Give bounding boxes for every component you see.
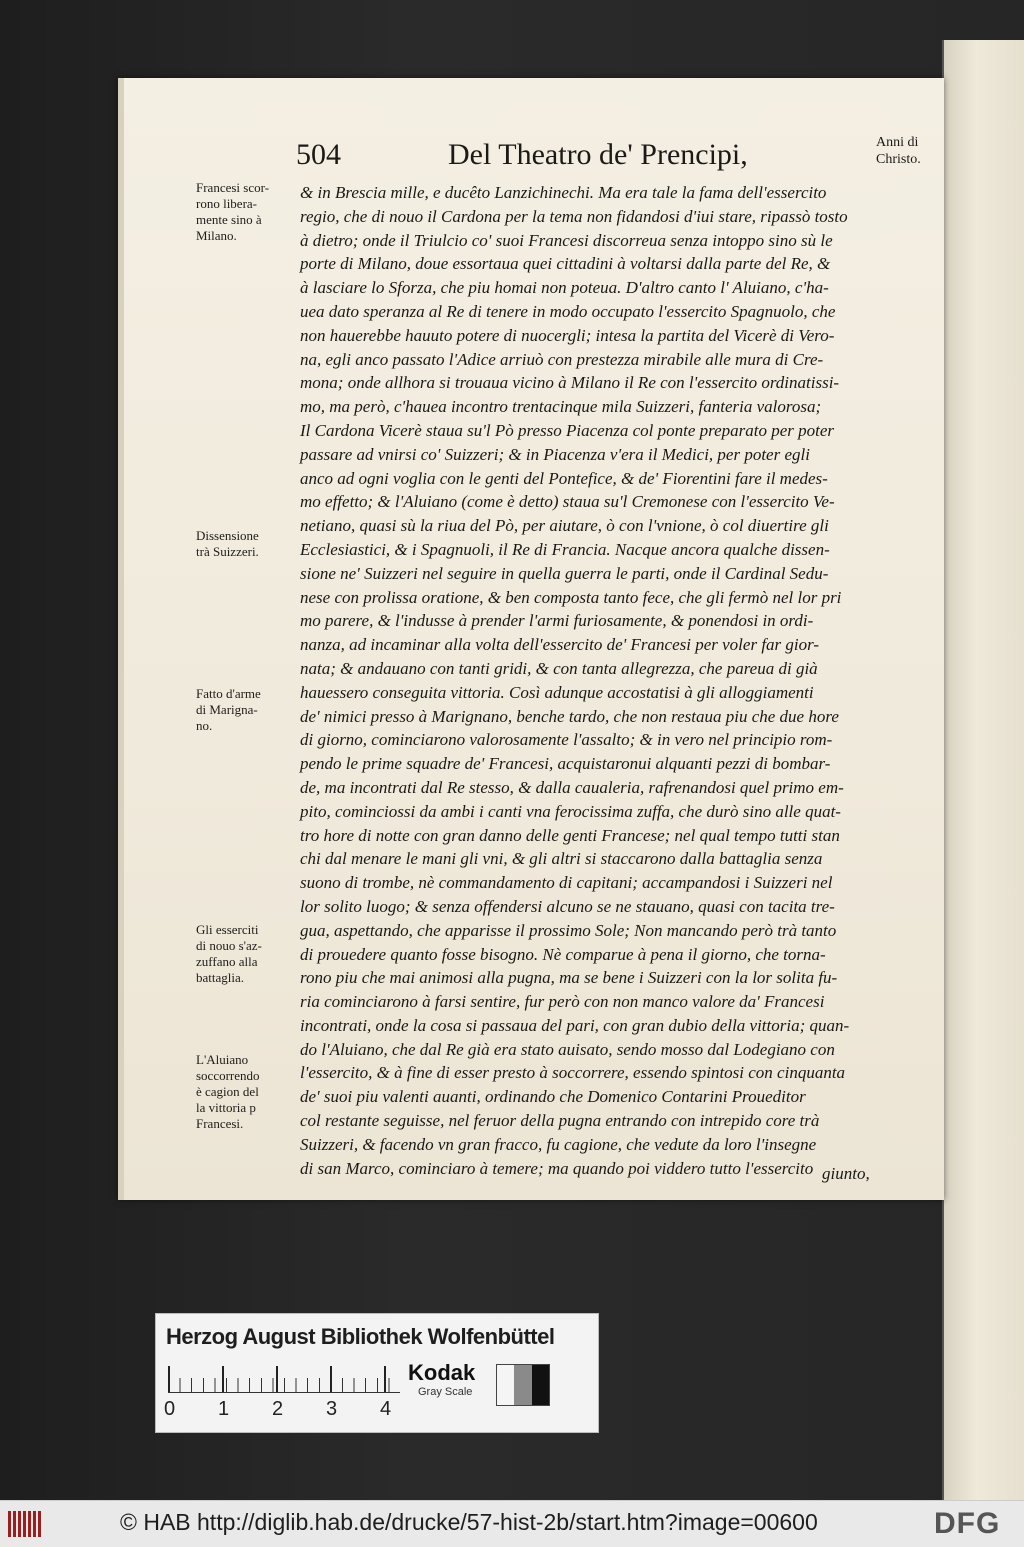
ruler-major-tick — [222, 1366, 224, 1392]
page-number: 504 — [296, 138, 341, 171]
text-line: suono di trombe, nè commandamento di capitani; accampandosi i Suizzeri nel — [300, 873, 833, 893]
running-title: Del Theatro de' Prencipi, — [448, 138, 748, 171]
swatch-black — [532, 1365, 549, 1405]
main-text-block — [300, 181, 908, 1180]
ruler-number: 4 — [380, 1398, 392, 1420]
ruler-number: 2 — [272, 1398, 284, 1420]
text-line: mo, ma però, c'hauea incontro trentacinque mila Suizzeri, fanteria valorosa; — [300, 397, 822, 417]
margin-note-line: Gli esserciti — [196, 922, 259, 937]
text-line: di prouedere quanto fosse bisogno. Nè comparue à pena il giorno, che torna- — [300, 944, 826, 964]
margin-note-line: di nouo s'az- — [196, 938, 262, 953]
text-line: do l'Aluiano, che dal Re già era stato auisato, sendo mosso dal Lodegiano con — [300, 1039, 835, 1059]
text-line: chi dal menare le mani gli vni, & gli altri si staccarono dalla battaglia senza — [300, 849, 823, 869]
text-line: lor solito luogo; & senza offendersi alcuno se ne stauano, quasi con tacita tre- — [300, 896, 835, 916]
margin-note — [196, 528, 296, 560]
ruler-major-tick — [168, 1366, 170, 1392]
margin-note — [196, 686, 296, 734]
text-line: mo parere, & l'indusse à prender l'armi furiosamente, & ponendosi in ordi- — [300, 611, 814, 631]
text-line: na, egli anco passato l'Adice arriuò con prestezza mirabile alle mura di Cre- — [300, 349, 824, 369]
text-line: regio, che di nouo il Cardona per la tema non fidandosi d'iui stare, ripassò tosto — [300, 206, 848, 226]
gray-scale-label: Gray Scale — [418, 1386, 473, 1398]
text-line: de, ma incontrati dal Re stesso, & dalla caualeria, rafrenandosi quel primo em- — [300, 777, 844, 797]
margin-note-line: soccorrendo — [196, 1068, 260, 1083]
text-line: l'essercito, & à fine di esser presto à soccorrere, essendo spintosi con cinquanta — [300, 1063, 846, 1083]
margin-note-line: rono libera- — [196, 196, 258, 211]
dfg-logo: DFG — [934, 1507, 1001, 1540]
margin-note-line: trà Suizzeri. — [196, 544, 259, 559]
text-line: mona; onde allhora si trouaua vicino à Milano il Re con l'essercito ordinatissi- — [300, 373, 840, 393]
text-line: non hauerebbe hauuto potere di nuocergli; intesa la partita del Vicerè di Vero- — [300, 325, 835, 345]
corner-year-label — [876, 134, 921, 168]
margin-note-line: è cagion del — [196, 1084, 259, 1099]
text-line: nese con prolissa oratione, & ben composta tanto fece, che gli fermò nel lor pri — [300, 587, 842, 607]
margin-note-line: di Marigna- — [196, 702, 258, 717]
text-line: hauessero conseguita vittoria. Così adunque accostatisi à gli alloggiamenti — [300, 682, 814, 702]
text-line: di giorno, cominciarono valorosamente l'assalto; & in vero nel principio rom- — [300, 730, 833, 750]
ruler-major-tick — [384, 1366, 386, 1392]
text-line: di san Marco, cominciaro à temere; ma quando poi viddero tutto l'essercito — [300, 1158, 814, 1178]
margin-note-line: zuffano alla — [196, 954, 258, 969]
catchword: giunto, — [822, 1164, 870, 1183]
library-name: Herzog August Bibliothek Wolfenbüttel — [166, 1324, 555, 1349]
text-line: de' nimici presso à Marignano, benche tardo, che non restaua piu che due hore — [300, 706, 839, 726]
margin-note-line: la vittoria p — [196, 1100, 256, 1115]
page-header — [296, 138, 856, 178]
margin-note-line: Francesi. — [196, 1116, 244, 1131]
margin-note-line: Fatto d'arme — [196, 686, 261, 701]
text-line: col restante seguisse, nel feruor della pugna entrando con intrepido core trà — [300, 1111, 820, 1131]
margin-note-line: mente sino à — [196, 212, 262, 227]
text-line: gua, aspettando, che apparisse il prossimo Sole; Non mancando però trà tanto — [300, 920, 837, 940]
margin-note-line: Dissensione — [196, 528, 259, 543]
ruler-number: 3 — [326, 1398, 338, 1420]
text-line: nata; & andauano con tanti gridi, & con tanta allegrezza, che pareua di già — [300, 658, 818, 678]
text-line: à dietro; onde il Triulcio co' suoi Francesi discorreua senza intoppo sino sù le — [300, 230, 833, 250]
margin-note-line: L'Aluiano — [196, 1052, 249, 1067]
text-line: netiano, quasi sù la riua del Pò, per aiutare, ò con l'vnione, ò col diuertire gli — [300, 516, 829, 536]
text-line: rono piu che mai animosi alla pugna, ma se bene i Suizzeri con la lor solita fu- — [300, 968, 838, 988]
hab-logo-icon — [8, 1511, 44, 1537]
text-line: passare ad vnirsi co' Suizzeri; & in Piacenza v'era il Medici, per poter egli — [300, 444, 810, 464]
text-line: & in Brescia mille, e ducêto Lanzichinechi. Ma era tale la fama dell'essercito — [300, 183, 827, 202]
text-line: pendo le prime squadre de' Francesi, acquistaronui alquanti pezzi di bombar- — [300, 754, 831, 774]
swatch-white — [497, 1365, 514, 1405]
margin-note — [196, 180, 296, 244]
text-line: tro hore di notte con gran danno delle genti Francese; nel qual tempo tutti stan — [300, 825, 840, 845]
swatch-gray — [514, 1365, 531, 1405]
text-line: Il Cardona Vicerè staua su'l Pò presso Piacenza col ponte preparato per poter — [300, 420, 835, 440]
ruler-ticks — [168, 1366, 400, 1393]
text-line: Suizzeri, & facendo vn gran fracco, fu cagione, che vedute da loro l'insegne — [300, 1134, 817, 1154]
ruler-number: 1 — [218, 1398, 230, 1420]
gray-scale-swatches — [496, 1364, 550, 1406]
color-calibration-card — [155, 1313, 599, 1433]
text-line: nanza, ad incaminar alla volta dell'essercito de' Francesi per voler far gior- — [300, 635, 820, 655]
text-line: incontrati, onde la cosa si passaua del pari, con gran dubio della vittoria; quan- — [300, 1015, 850, 1035]
corner-label-line: Christo. — [876, 152, 921, 167]
margin-note — [196, 1052, 296, 1132]
viewer-footer — [0, 1500, 1024, 1547]
ruler-major-tick — [330, 1366, 332, 1392]
ruler-number: 0 — [164, 1398, 176, 1420]
text-line: sione ne' Suizzeri nel seguire in quella guerra le parti, onde il Cardinal Sedu- — [300, 563, 829, 583]
kodak-logo: Kodak — [408, 1360, 476, 1385]
margin-note-line: no. — [196, 718, 213, 733]
margin-note-line: battaglia. — [196, 970, 245, 985]
margin-note-line: Milano. — [196, 228, 237, 243]
text-line: Ecclesiastici, & i Spagnuoli, il Re di Francia. Nacque ancora qualche dissen- — [300, 539, 830, 559]
text-line: de' suoi piu valenti auanti, ordinando che Domenico Contarini Proueditor — [300, 1087, 806, 1107]
text-line: porte di Milano, doue essortaua quei cittadini à voltarsi dalla parte del Re, & — [300, 254, 831, 274]
ruler-major-tick — [276, 1366, 278, 1392]
copyright-url[interactable]: © HAB http://diglib.hab.de/drucke/57-hist-2b/start.htm?image=00600 — [120, 1509, 818, 1535]
margin-note-line: Francesi scor- — [196, 180, 270, 195]
adjacent-page-edge — [942, 40, 1024, 1500]
corner-label-line: Anni di — [876, 135, 919, 150]
text-line: pito, cominciossi da ambi i canti vna ferocissima zuffa, che durò sino alle quat- — [300, 801, 841, 821]
scale-ruler — [164, 1366, 400, 1420]
margin-note — [196, 922, 296, 986]
page-gutter-shadow — [118, 78, 124, 1200]
text-line: mo effetto; & l'Aluiano (come è detto) staua su'l Cremonese con l'essercito Ve- — [300, 492, 835, 512]
text-line: uea dato speranza al Re di tenere in modo occupato l'essercito Spagnuolo, che — [300, 301, 836, 321]
text-line: anco ad ogni voglia con le genti del Pontefice, & de' Fiorentini fare il medes- — [300, 468, 828, 488]
text-line: ria cominciarono à farsi sentire, fur però con non manco valore da' Francesi — [300, 992, 825, 1012]
text-line: à lasciare lo Sforza, che piu homai non poteua. D'altro canto l' Aluiano, c'ha- — [300, 278, 829, 298]
